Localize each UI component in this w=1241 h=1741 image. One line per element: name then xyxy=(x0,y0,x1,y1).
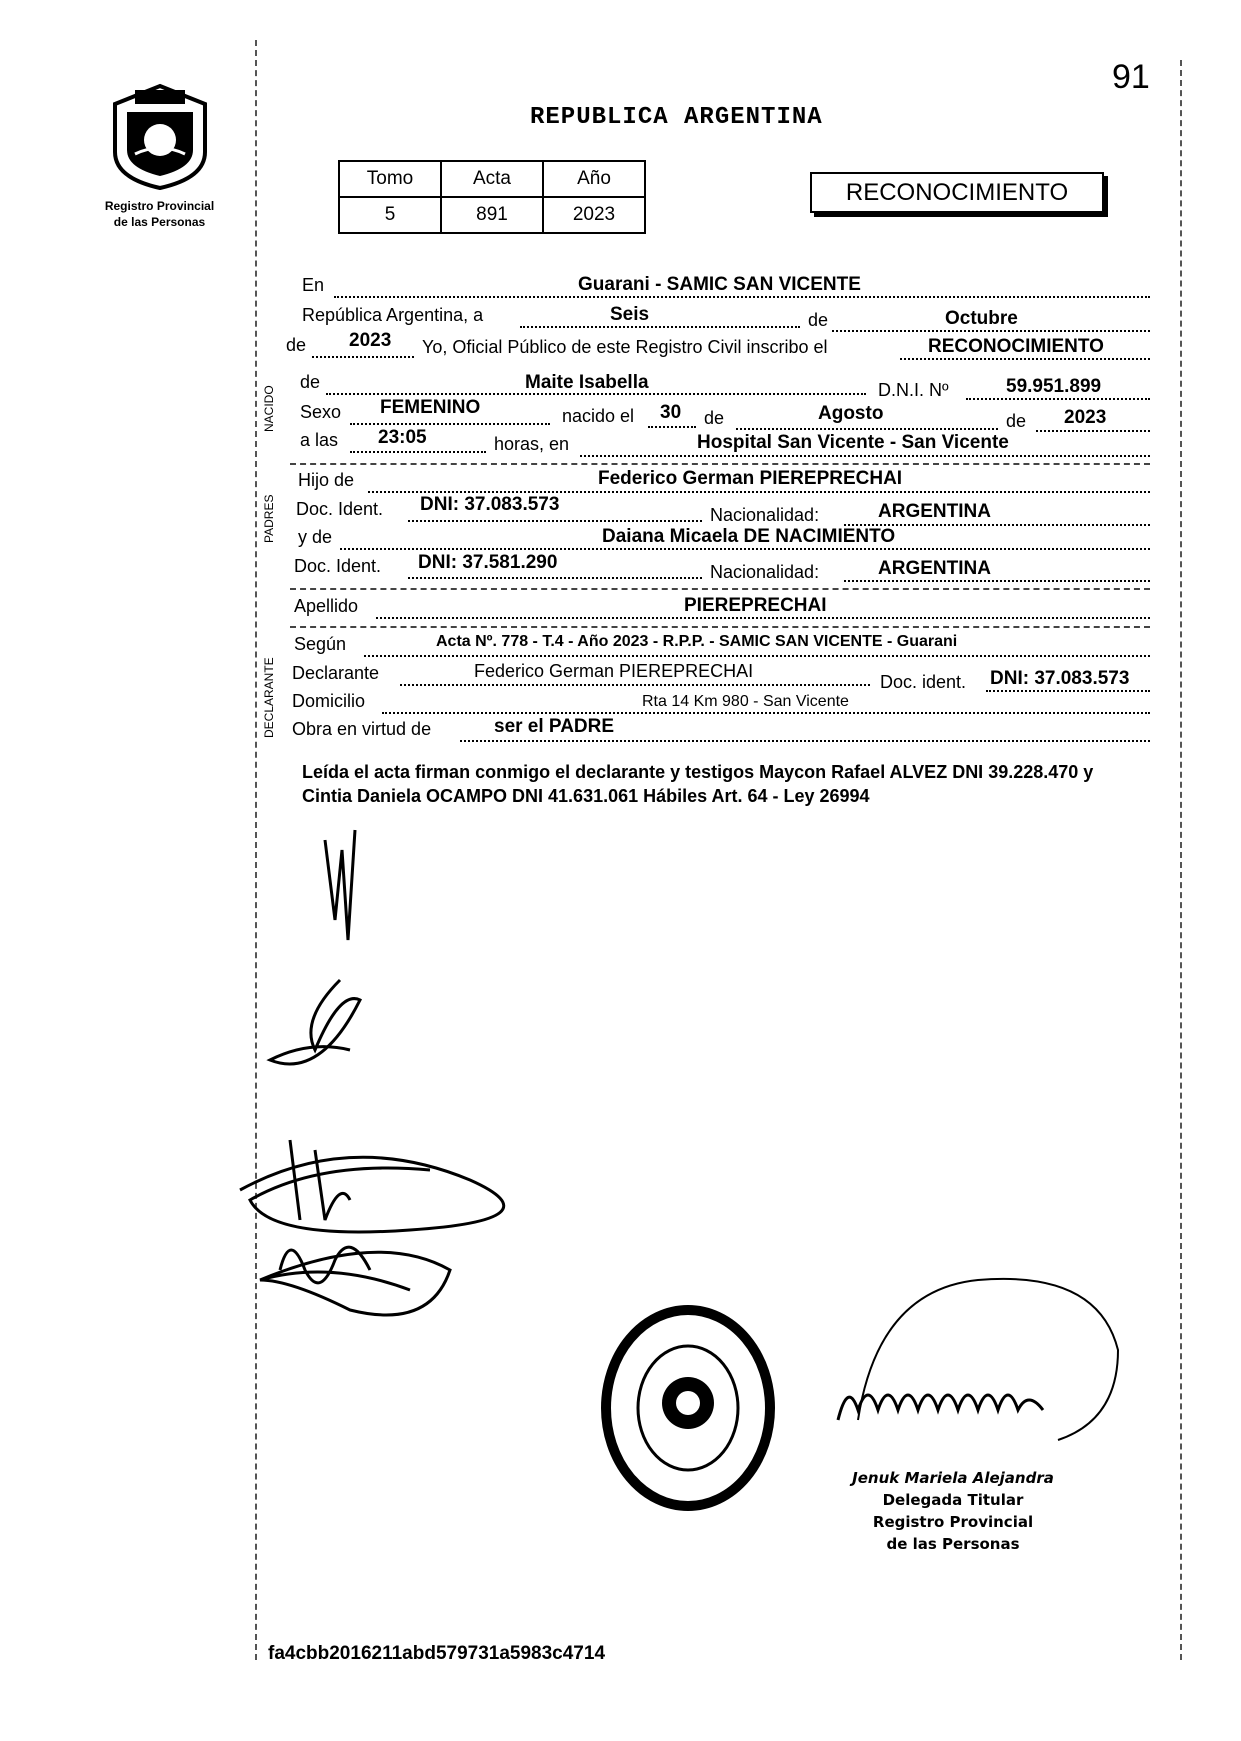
closing-statement: Leída el acta firman conmigo el declarante y testigos Maycon Rafael ALVEZ DNI 39.228.470 y Cintia Daniela OCAMPO DNI 41.631.061 Hábiles Art. 64 - Ley 26994 xyxy=(302,762,1094,806)
value-sexo: FEMENINO xyxy=(380,397,481,418)
value-declarante-doc: DNI: 37.083.573 xyxy=(990,668,1130,689)
label-de-nombre: de xyxy=(300,372,321,392)
value-padre: Federico German PIEREPRECHAI xyxy=(598,468,903,489)
label-sexo: Sexo xyxy=(300,402,342,422)
delegate-role: Delegada Titular xyxy=(882,1491,1024,1509)
value-nac-mes: Agosto xyxy=(818,403,884,424)
value-madre-nac: ARGENTINA xyxy=(878,558,991,579)
delegate-block xyxy=(838,1467,1068,1555)
side-label-padres: PADRES xyxy=(262,494,276,543)
label-dni-no: D.N.I. Nº xyxy=(878,380,949,400)
label-nacido-el: nacido el xyxy=(562,406,635,426)
page-title: REPUBLICA ARGENTINA xyxy=(530,104,823,131)
label-de-nac-anio: de xyxy=(1006,411,1027,431)
label-hijo-de: Hijo de xyxy=(298,470,355,490)
value-madre: Daiana Micaela DE NACIMIENTO xyxy=(602,526,896,547)
value-nac-dia: 30 xyxy=(660,402,682,423)
label-doc-ident-declarante: Doc. ident. xyxy=(880,672,967,692)
label-nacionalidad-padre: Nacionalidad: xyxy=(710,505,820,525)
value-dni: 59.951.899 xyxy=(1006,376,1102,397)
label-horas-en: horas, en xyxy=(494,434,570,454)
value-padre-nac: ARGENTINA xyxy=(878,501,991,522)
value-madre-doc: DNI: 37.581.290 xyxy=(418,552,558,573)
value-declarante: Federico German PIEREPRECHAI xyxy=(474,661,754,681)
delegate-org-2: de las Personas xyxy=(886,1535,1020,1553)
label-nacionalidad-madre: Nacionalidad: xyxy=(710,562,820,582)
table-value-anio: 2023 xyxy=(543,197,645,233)
label-declarante: Declarante xyxy=(292,663,380,683)
label-de-mes: de xyxy=(808,310,829,330)
province-logo xyxy=(92,82,227,229)
label-segun: Según xyxy=(294,634,347,654)
label-republica: República Argentina, a xyxy=(302,305,484,325)
label-yo: Yo, Oficial Público de este Registro Civil inscribo el xyxy=(422,337,828,357)
logo-caption-1: Registro Provincial xyxy=(104,199,215,213)
acta-table xyxy=(338,160,646,234)
official-stamp xyxy=(598,1303,778,1513)
side-label-nacido: NACIDO xyxy=(262,385,276,432)
value-hora: 23:05 xyxy=(378,427,427,448)
label-de-nac-mes: de xyxy=(704,408,725,428)
label-a-las: a las xyxy=(300,430,339,450)
value-lugar: Guarani - SAMIC SAN VICENTE xyxy=(578,274,861,295)
right-margin-line xyxy=(1180,60,1182,1660)
table-value-acta: 891 xyxy=(441,197,543,233)
label-domicilio: Domicilio xyxy=(292,691,366,711)
value-dia: Seis xyxy=(610,304,650,325)
label-apellido: Apellido xyxy=(294,596,359,616)
table-header-anio: Año xyxy=(543,161,645,197)
table-value-tomo: 5 xyxy=(339,197,441,233)
value-padre-doc: DNI: 37.083.573 xyxy=(420,494,560,515)
value-segun: Acta Nº. 778 - T.4 - Año 2023 - R.P.P. - SAMIC SAN VICENTE - Guarani xyxy=(436,633,958,650)
value-anio: 2023 xyxy=(349,330,392,351)
label-y-de: y de xyxy=(298,527,333,547)
delegate-signature xyxy=(818,1270,1138,1480)
logo-caption-2: de las Personas xyxy=(113,215,206,229)
document-hash: fa4cbb2016211abd579731a5983c4714 xyxy=(268,1643,606,1664)
value-obra: ser el PADRE xyxy=(494,716,615,737)
label-de-anio: de xyxy=(286,335,307,355)
label-doc-ident-madre: Doc. Ident. xyxy=(294,556,382,576)
table-header-tomo: Tomo xyxy=(339,161,441,197)
label-doc-ident-padre: Doc. Ident. xyxy=(296,499,384,519)
delegate-org-1: Registro Provincial xyxy=(872,1513,1034,1531)
value-apellido: PIEREPRECHAI xyxy=(684,595,827,616)
value-mes: Octubre xyxy=(945,308,1018,329)
witness-signatures xyxy=(230,800,830,1360)
side-label-declarante: DECLARANTE xyxy=(262,657,276,738)
province-seal-icon xyxy=(105,82,215,192)
value-tipo: RECONOCIMIENTO xyxy=(928,336,1104,357)
value-lugar-nac: Hospital San Vicente - San Vicente xyxy=(697,432,1009,453)
value-domicilio: Rta 14 Km 980 - San Vicente xyxy=(642,693,849,710)
label-en: En xyxy=(302,275,325,295)
value-nombre: Maite Isabella xyxy=(525,372,649,393)
document-type-box: RECONOCIMIENTO xyxy=(810,172,1104,213)
delegate-name: Jenuk Mariela Alejandra xyxy=(852,1469,1054,1487)
value-nac-anio: 2023 xyxy=(1064,407,1107,428)
label-obra: Obra en virtud de xyxy=(292,719,432,739)
page-number: 91 xyxy=(1112,58,1150,96)
table-header-acta: Acta xyxy=(441,161,543,197)
